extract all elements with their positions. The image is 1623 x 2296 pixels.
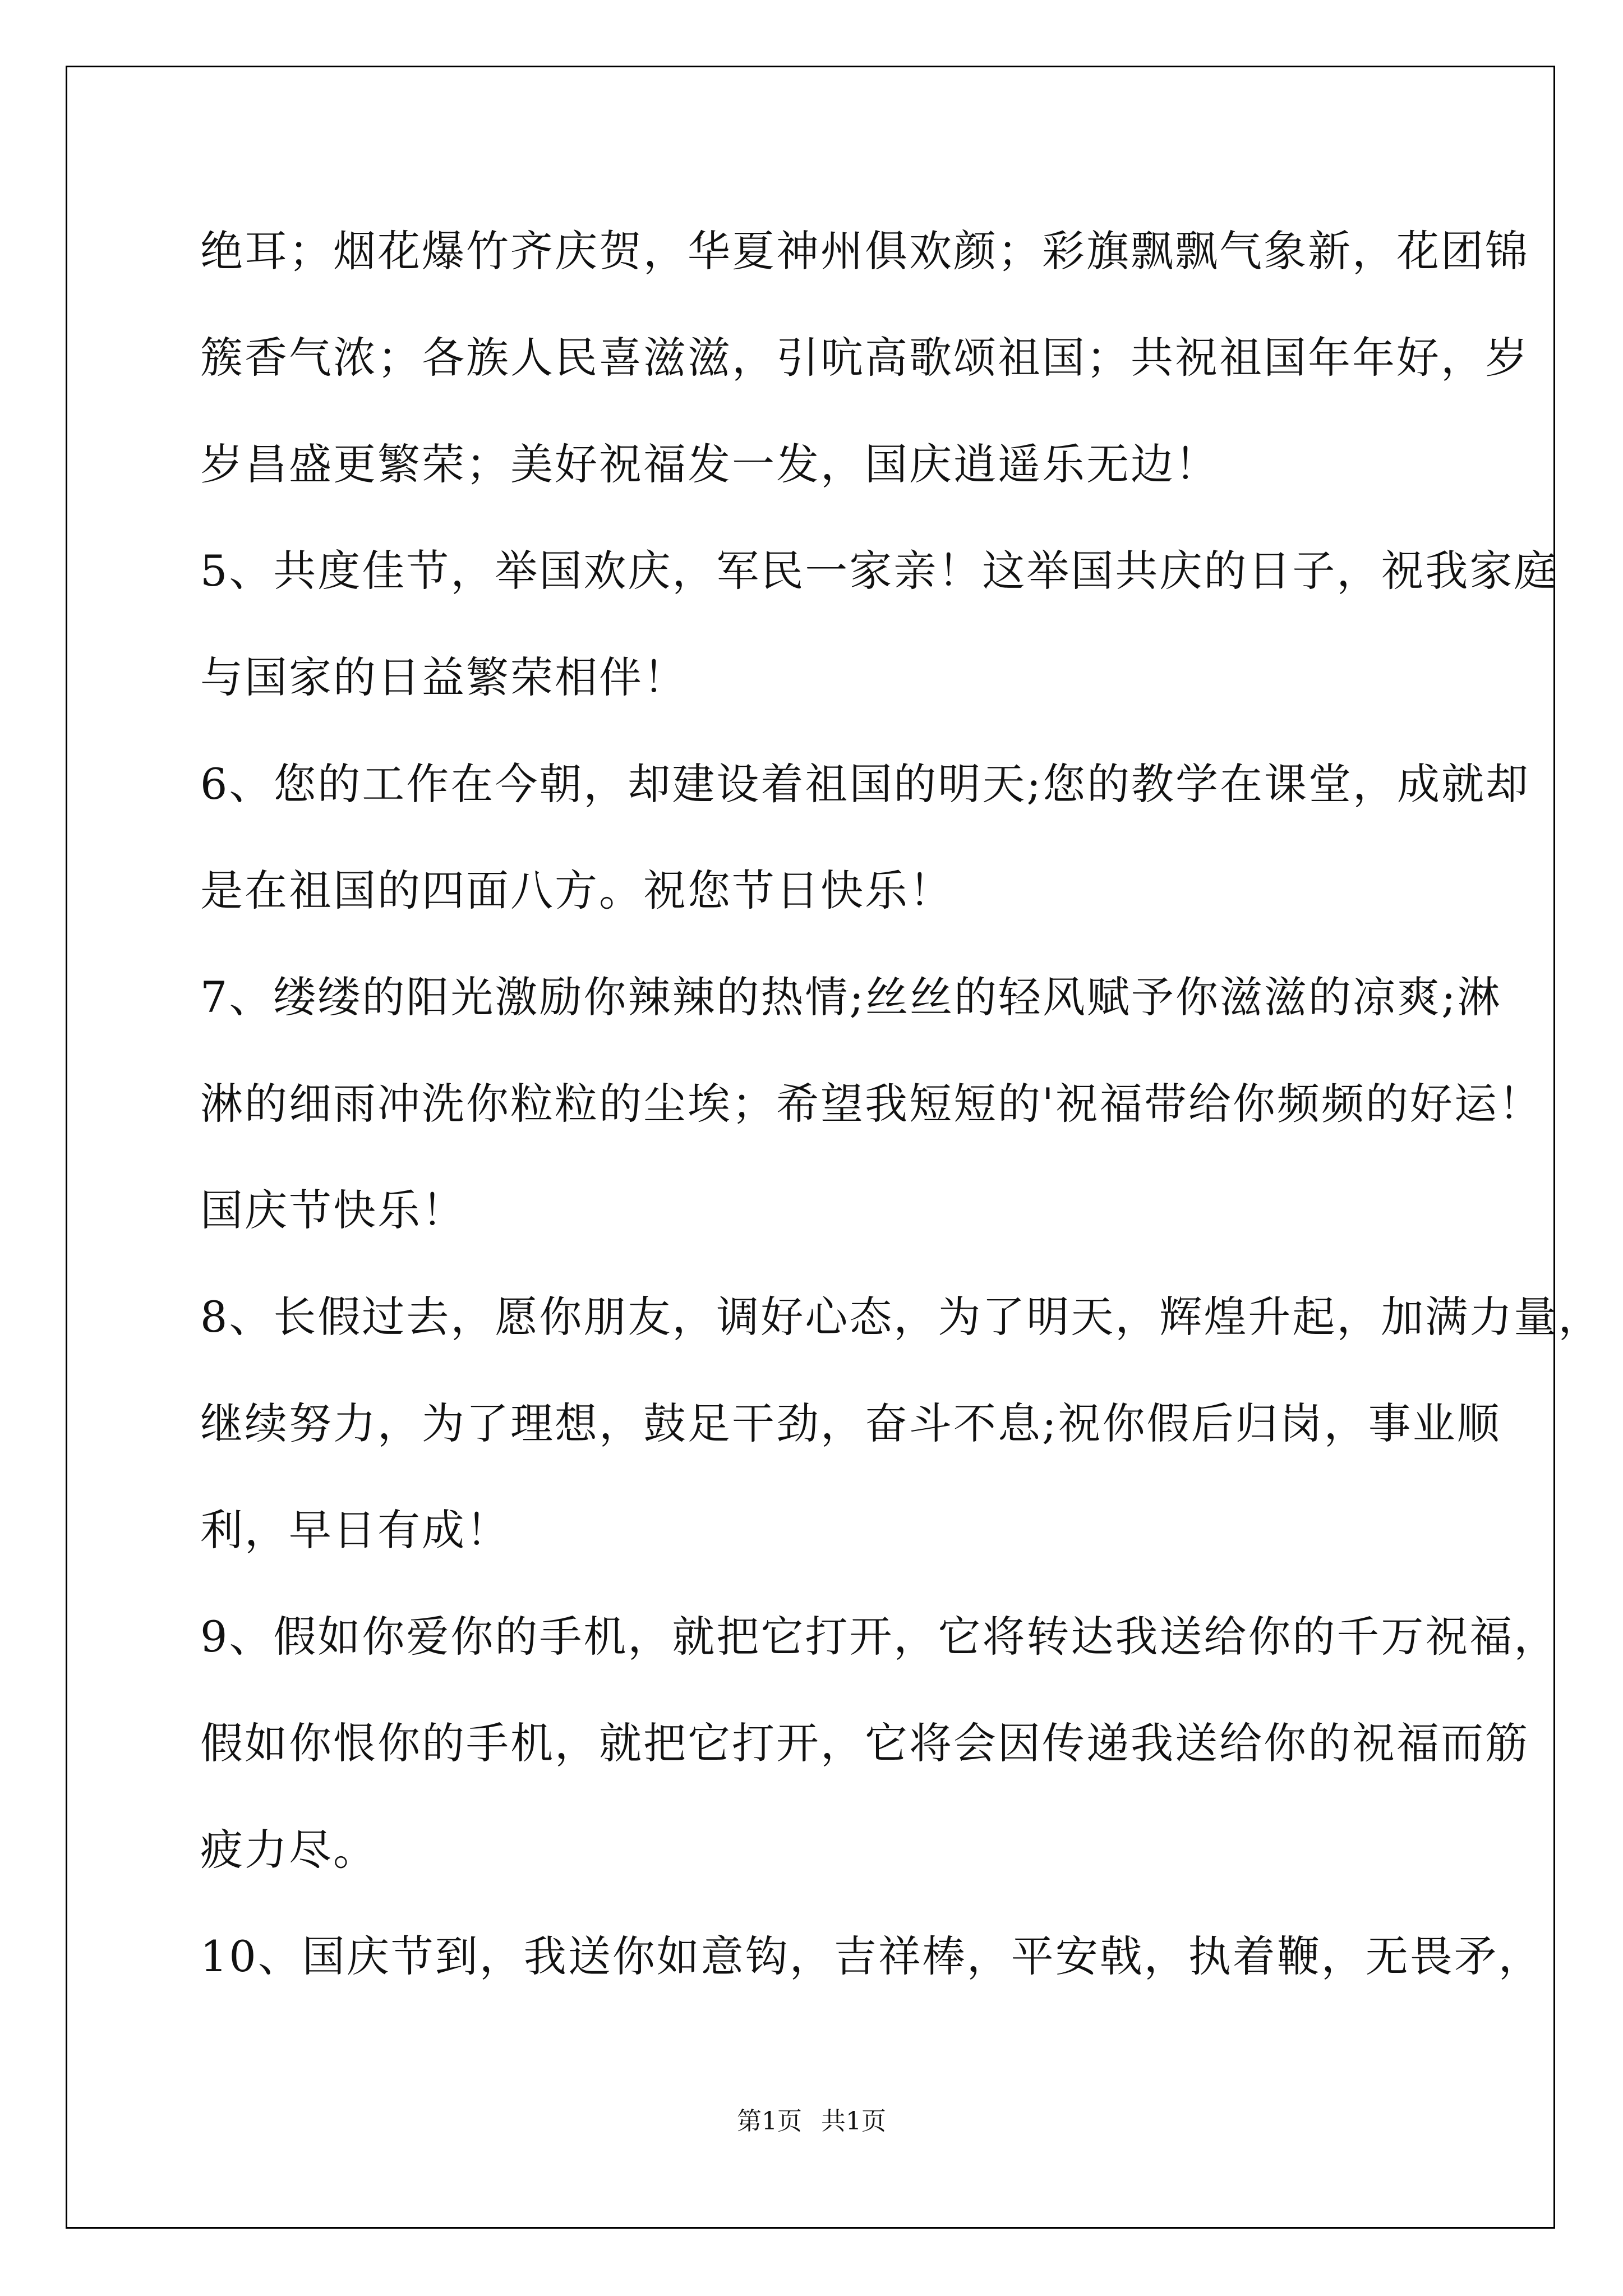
text-line: 簇香气浓；各族人民喜滋滋，引吭高歌颂祖国；共祝祖国年年好，岁	[200, 333, 1529, 383]
text-line: 8、长假过去，愿你朋友，调好心态，为了明天，辉煌升起，加满力量，	[200, 1292, 1603, 1342]
page-border	[66, 66, 1555, 2229]
text-line: 岁昌盛更繁荣；美好祝福发一发，国庆逍遥乐无边！	[200, 439, 1219, 489]
page-number: 第1页	[737, 2107, 802, 2136]
text-line: 5、共度佳节，举国欢庆，军民一家亲！这举国共庆的日子，祝我家庭	[200, 546, 1559, 596]
text-line: 利，早日有成！	[200, 1505, 510, 1555]
text-line: 疲力尽。	[200, 1825, 377, 1875]
text-line: 9、假如你爱你的手机，就把它打开，它将转达我送给你的千万祝福，	[200, 1612, 1559, 1662]
text-line: 淋的细雨冲洗你粒粒的尘埃；希望我短短的'祝福带给你频频的好运！	[200, 1079, 1543, 1129]
page-total: 共1页	[821, 2107, 886, 2136]
text-line: 与国家的日益繁荣相伴！	[200, 652, 688, 702]
text-line: 是在祖国的四面八方。祝您节日快乐！	[200, 866, 953, 915]
text-line: 继续努力，为了理想，鼓足干劲，奋斗不息;祝你假后归岗，事业顺	[200, 1398, 1501, 1448]
text-line: 国庆节快乐！	[200, 1185, 466, 1235]
text-line: 绝耳；烟花爆竹齐庆贺，华夏神州俱欢颜；彩旗飘飘气象新，花团锦	[200, 226, 1529, 276]
text-line: 7、缕缕的阳光激励你辣辣的热情;丝丝的轻风赋予你滋滋的凉爽;淋	[200, 972, 1502, 1022]
text-line: 假如你恨你的手机，就把它打开，它将会因传递我送给你的祝福而筋	[200, 1718, 1529, 1768]
text-line: 10、国庆节到，我送你如意钩，吉祥棒，平安戟，执着鞭，无畏矛，	[200, 1931, 1543, 1981]
text-line: 6、您的工作在今朝，却建设着祖国的明天;您的教学在课堂，成就却	[200, 759, 1530, 809]
page-footer	[0, 2105, 1623, 2138]
